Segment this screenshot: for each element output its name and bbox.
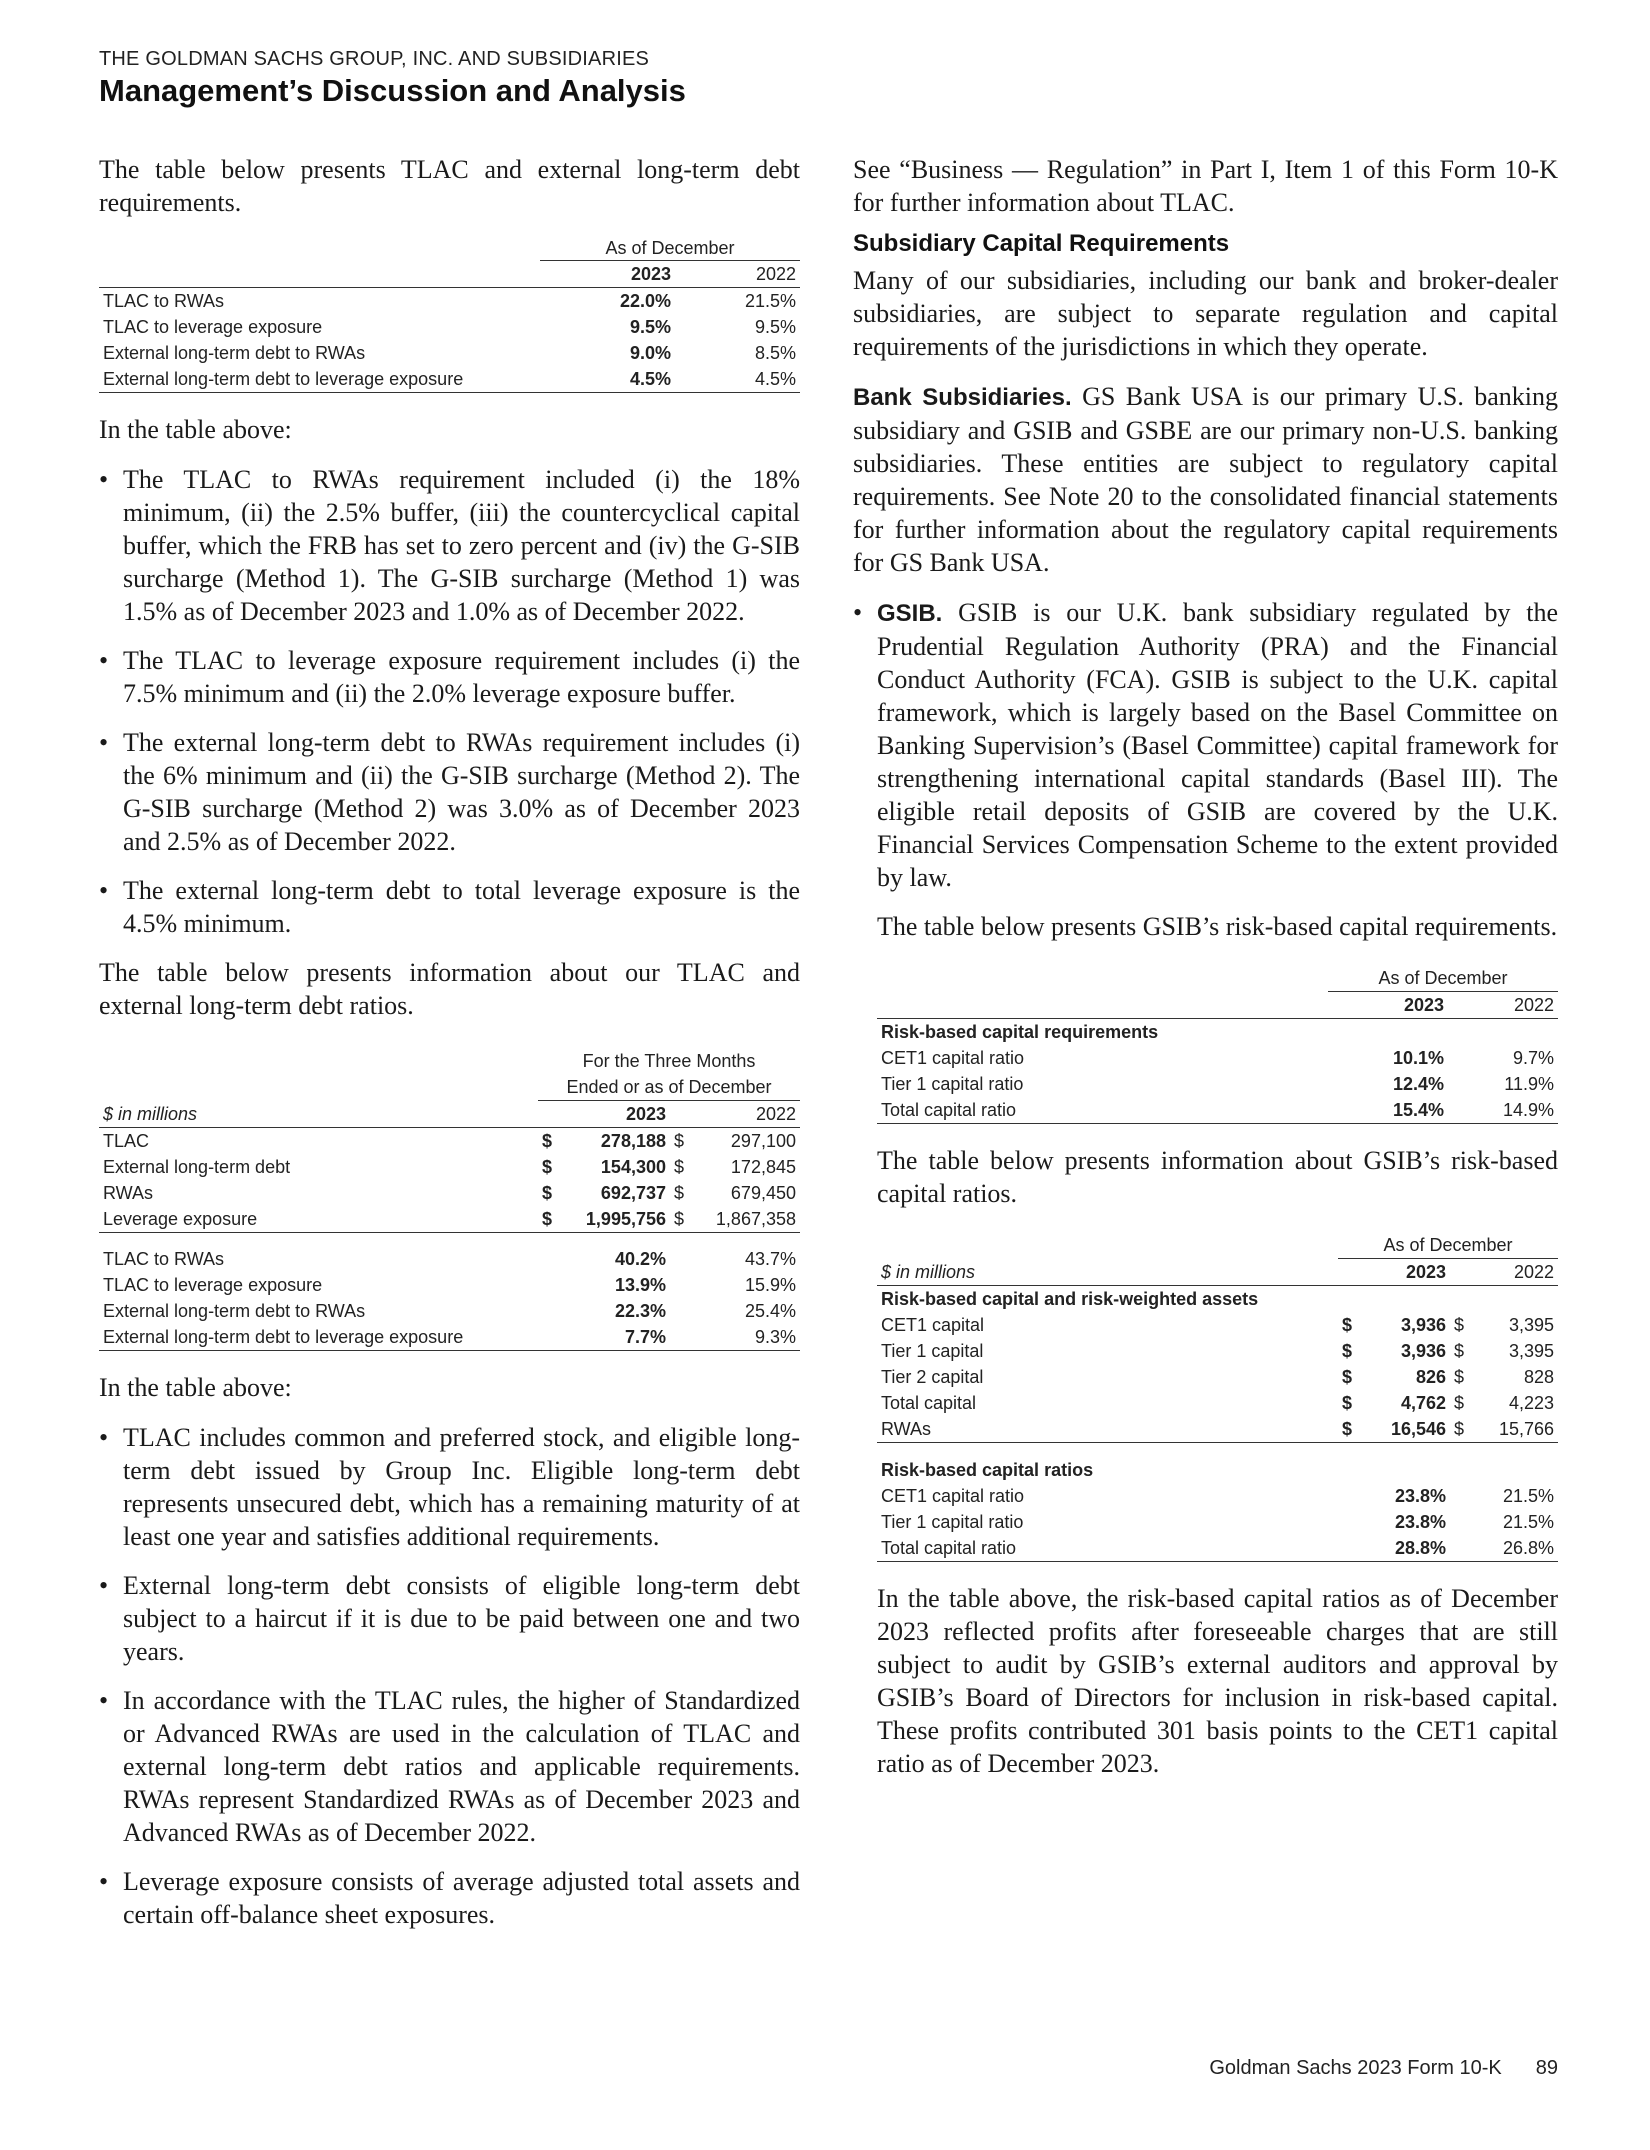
company-name: THE GOLDMAN SACHS GROUP, INC. AND SUBSIDIARIES	[99, 48, 650, 70]
table-row: CET1 capital ratio 10.1% 9.7%	[881, 1048, 1554, 1068]
subsidiary-capital-heading: Subsidiary Capital Requirements	[853, 230, 1230, 257]
list-item: • Leverage exposure consists of average adjusted total assets and certain off-balance sheet exposures.	[99, 1865, 800, 1931]
list-item: • TLAC includes common and preferred stock, and eligible long-term debt issued by Group Inc. Eligible long-term debt represents unsecured debt, which has a remaining maturity of at least one year and satisfies additional requirements.	[99, 1421, 800, 1553]
period-header: As of December	[540, 234, 800, 260]
gsib-requirements-table: As of December 2023 2022 Risk-based capital requirements CET1 capital ratio 10.1% 9.7% Tier 1 capital ratio 12.4% 11.9% Total capital ratio 15.4% 14.9%	[877, 965, 1558, 1124]
business-reference: See “Business — Regulation” in Part I, Item 1 of this Form 10-K for further information about TLAC.	[853, 155, 1558, 217]
bank-subsidiaries-paragraph	[853, 380, 1558, 579]
gsib-closing-paragraph: In the table above, the risk-based capital ratios as of December 2023 reflected profits after foreseeable charges that are still subject to audit by GSIB’s external auditors and approval by GSIB’s Board of Directors for inclusion in risk-based capital. These profits contributed 301 basis points to the CET1 capital ratio as of December 2023.	[877, 1583, 1558, 1778]
tlac-ratios-table: For the Three Months Ended or as of December $ in millions 2023 2022 TLAC $ 278,188 $ 297,100 External long-term debt $ 154,300 $ 172,845 RWAs $ 692,737 $ 679,450 Leverage exposure $ 1,995,756 $ 1,867,358 TLAC to RWAs 40.2% 43.7% TLAC to leverage exposure 13.9% 15.9% External long-term debt to RWAs 22.3% 25.4% External long-term debt to leverage exposure 7.7% 9.3%	[99, 1048, 800, 1352]
page-number: 89	[1535, 2057, 1558, 2079]
list-item	[853, 596, 1558, 894]
footer-source: Goldman Sachs 2023 Form 10-K	[1209, 2057, 1502, 2079]
list-item: • External long-term debt consists of eligible long-term debt subject to a haircut if it is due to be paid between one and two years.	[99, 1569, 800, 1668]
gsib-text: GSIB is our U.K. bank subsidiary regulated by the Prudential Regulation Authority (PRA) and the Financial Conduct Authority (FCA). GSIB is subject to the U.K. capital framework, which is largely based on the Basel Committee on Banking Supervision’s (Basel Committee) capital framework for strengthening international capital standards (Basel III). The eligible retail deposits of GSIB are covered by the U.K. Financial Services Compensation Scheme to the extent provided by law.	[877, 598, 1558, 892]
table-row: Total capital $ 4,762 $ 4,223	[881, 1393, 1554, 1413]
table-row: Leverage exposure $ 1,995,756 $ 1,867,358	[99, 1206, 800, 1233]
table-row: Tier 1 capital ratio 12.4% 11.9%	[881, 1074, 1554, 1094]
list-item: • The external long-term debt to RWAs requirement includes (i) the 6% minimum and (ii) the G-SIB surcharge (Method 2). The G-SIB surcharge (Method 2) was 3.0% as of December 2023 and 2.5% as of December 2022.	[99, 726, 800, 858]
page-header	[99, 47, 1559, 110]
tlac-ratios-intro: The table below presents information about our TLAC and external long-term debt ratios.	[99, 957, 800, 1020]
gsib-list	[853, 596, 1558, 894]
table-row: Total capital ratio 15.4% 14.9%	[877, 1097, 1558, 1124]
tlac-ratios-notes	[99, 1421, 800, 1931]
gsib-heading: GSIB.	[877, 600, 943, 627]
table-row: CET1 capital $ 3,936 $ 3,395	[881, 1315, 1554, 1335]
table-row: External long-term debt to RWAs 22.3% 25.4%	[103, 1301, 796, 1321]
list-item: • In accordance with the TLAC rules, the higher of Standardized or Advanced RWAs are used in the calculation of TLAC and external long-term debt ratios and applicable requirements. RWAs represent Standardized RWAs as of December 2023 and Advanced RWAs as of December 2022.	[99, 1684, 800, 1849]
list-item: • The TLAC to RWAs requirement included (i) the 18% minimum, (ii) the 2.5% buffer, (iii) the countercyclical capital buffer, which the FRB has set to zero percent and (iv) the G-SIB surcharge (Method 1). The G-SIB surcharge (Method 1) was 1.5% as of December 2023 and 1.0% as of December 2022.	[99, 463, 800, 628]
gsib-requirements-intro: The table below presents GSIB’s risk-based capital requirements.	[877, 912, 1558, 941]
section-heading: Risk-based capital requirements	[881, 1022, 1159, 1042]
table-row: TLAC to leverage exposure 13.9% 15.9%	[103, 1275, 796, 1295]
table-row: RWAs $ 692,737 $ 679,450	[103, 1182, 796, 1203]
table-row: TLAC $ 278,188 $ 297,100	[103, 1130, 796, 1151]
table-row: TLAC to leverage exposure 9.5% 9.5%	[103, 316, 796, 337]
table-row: External long-term debt to RWAs 9.0% 8.5%	[103, 342, 796, 363]
bank-subsidiaries-heading: Bank Subsidiaries.	[853, 384, 1072, 411]
table-row: Tier 1 capital ratio 23.8% 21.5%	[881, 1511, 1554, 1532]
table-row: CET1 capital ratio 23.8% 21.5%	[881, 1485, 1554, 1506]
section-heading: Risk-based capital ratios	[881, 1459, 1094, 1480]
gsib-ratios-intro: The table below presents information about GSIB’s risk-based capital ratios.	[877, 1146, 1558, 1208]
tlac-requirements-notes	[99, 463, 800, 940]
bank-subsidiaries-text: GS Bank USA is our primary U.S. banking subsidiary and GSIB and GSBE are our primary non-U.S. banking subsidiaries. These entities are subject to regulatory capital requirements. See Note 20 to the consolidated financial statements for further information about the regulatory capital requirements for GS Bank USA.	[853, 382, 1559, 577]
table-row: Tier 1 capital $ 3,936 $ 3,395	[881, 1341, 1554, 1361]
gsib-ratios-table: As of December $ in millions 2023 2022 Risk-based capital and risk-weighted assets CET1 capital $ 3,936 $ 3,395 Tier 1 capital $ 3,936 $ 3,395 Tier 2 capital $ 826 $ 828 Total capital $ 4,762 $ 4,223 RWAs $ 16,546 $ 15,766 Risk-based capital ratios CET1 capital ratio 23.8% 21.5% Tier 1 capital ratio 23.8% 21.5% Total capital ratio 28.8% 26.8%	[877, 1232, 1558, 1562]
subsidiary-capital-text: Many of our subsidiaries, including our bank and broker-dealer subsidiaries, are subject to separate regulation and capital requirements of the jurisdictions in which they operate.	[853, 266, 1558, 361]
table-row: External long-term debt to leverage exposure 4.5% 4.5%	[99, 366, 800, 393]
table-row: TLAC to RWAs 22.0% 21.5%	[103, 290, 796, 311]
col-2022: 2022	[675, 260, 800, 287]
table-note-heading: In the table above:	[99, 414, 292, 444]
page-footer	[1209, 2057, 1558, 2080]
gsib-section	[853, 910, 1558, 1780]
col-2023: 2023	[540, 260, 675, 287]
list-item: • The external long-term debt to total leverage exposure is the 4.5% minimum.	[99, 874, 800, 940]
table-row: TLAC to RWAs 40.2% 43.7%	[103, 1249, 796, 1269]
list-item: • The TLAC to leverage exposure requirement includes (i) the 7.5% minimum and (ii) the 2.0% leverage exposure buffer.	[99, 644, 800, 710]
table-row: External long-term debt $ 154,300 $ 172,845	[103, 1156, 796, 1177]
table-row: RWAs $ 16,546 $ 15,766	[877, 1416, 1558, 1443]
tlac-requirements-table	[99, 234, 800, 393]
units-label: $ in millions	[99, 1100, 538, 1127]
tlac-requirements-intro: The table below presents TLAC and external long-term debt requirements.	[99, 155, 800, 217]
table-note-heading: In the table above:	[99, 1373, 292, 1402]
right-column	[853, 153, 1558, 1797]
table-row: External long-term debt to leverage exposure 7.7% 9.3%	[99, 1324, 800, 1351]
left-column	[99, 153, 800, 1947]
units-label: $ in millions	[877, 1259, 1338, 1286]
table-row: Tier 2 capital $ 826 $ 828	[881, 1367, 1554, 1387]
page-title: Management’s Discussion and Analysis	[99, 73, 686, 108]
section-heading: Risk-based capital and risk-weighted assets	[881, 1289, 1259, 1309]
table-row: Total capital ratio 28.8% 26.8%	[877, 1535, 1558, 1562]
